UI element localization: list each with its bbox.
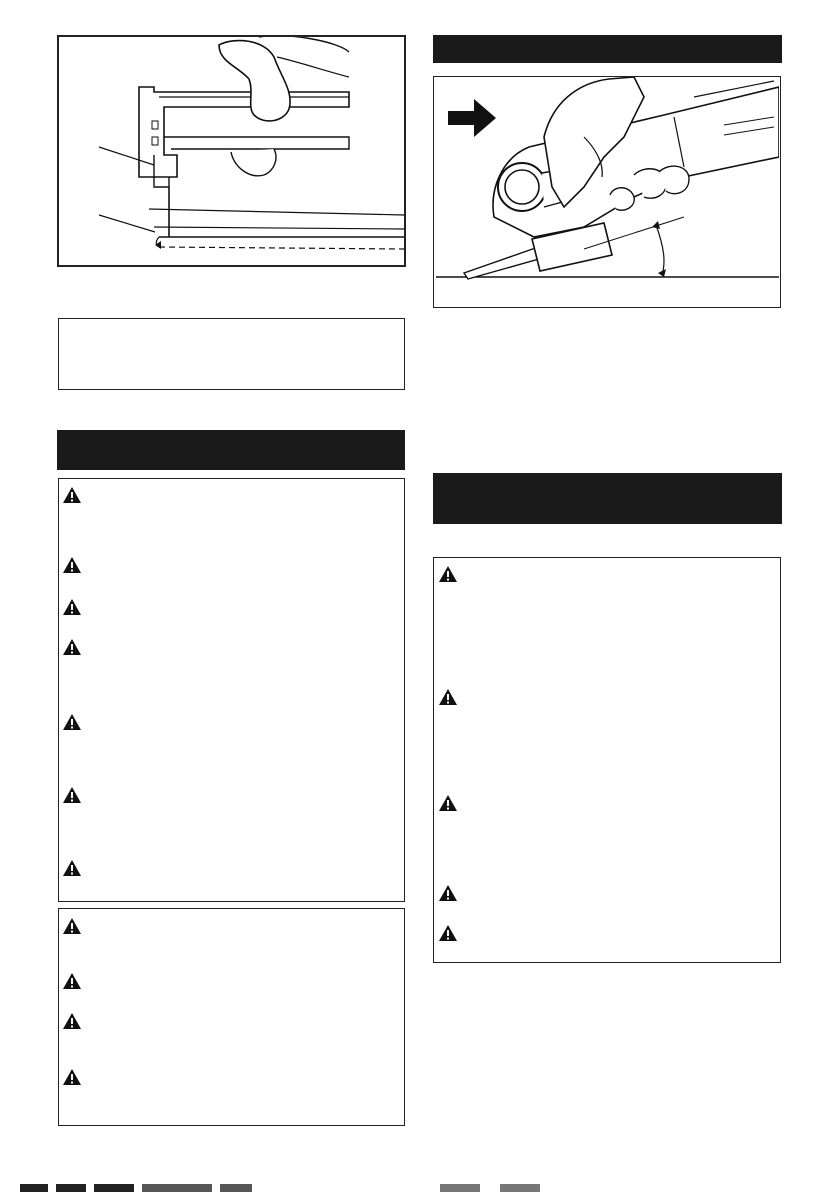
warning-triangle-icon [62,859,82,877]
warning-triangle-icon [62,1012,82,1030]
warning-triangle-icon [438,924,458,942]
arrow-right-icon [448,99,496,137]
bottom-cutoff-text-2 [56,1184,86,1192]
bottom-cutoff-text-7 [500,1184,540,1192]
warning-box-left-1 [58,478,405,902]
warning-triangle-icon [62,713,82,731]
warning-triangle-icon [438,884,458,902]
warning-triangle-icon [438,688,458,706]
bottom-cutoff-text-1 [20,1184,48,1192]
section-header-bar-right-mid [433,473,782,524]
figure-right-illustration [434,77,779,306]
warning-triangle-icon [438,794,458,812]
warning-triangle-icon [62,1068,82,1086]
bottom-cutoff-text-5 [220,1184,252,1192]
figure-left-frame [57,35,406,267]
warning-triangle-icon [62,598,82,616]
warning-triangle-icon [438,565,458,583]
figure-left-illustration [59,37,404,265]
bottom-cutoff-text-3 [94,1184,134,1192]
warning-triangle-icon [62,917,82,935]
warning-triangle-icon [62,972,82,990]
warning-box-left-2 [58,908,405,1126]
note-box [58,318,405,390]
bottom-cutoff-text-6 [440,1184,480,1192]
section-header-bar-right-top [433,35,782,63]
warning-triangle-icon [62,556,82,574]
figure-right-frame [433,76,781,308]
warning-triangle-icon [62,786,82,804]
warning-box-right [433,557,781,963]
section-header-bar-left [57,430,405,470]
warning-triangle-icon [62,638,82,656]
warning-triangle-icon [62,486,82,504]
bottom-cutoff-text-4 [142,1184,212,1192]
